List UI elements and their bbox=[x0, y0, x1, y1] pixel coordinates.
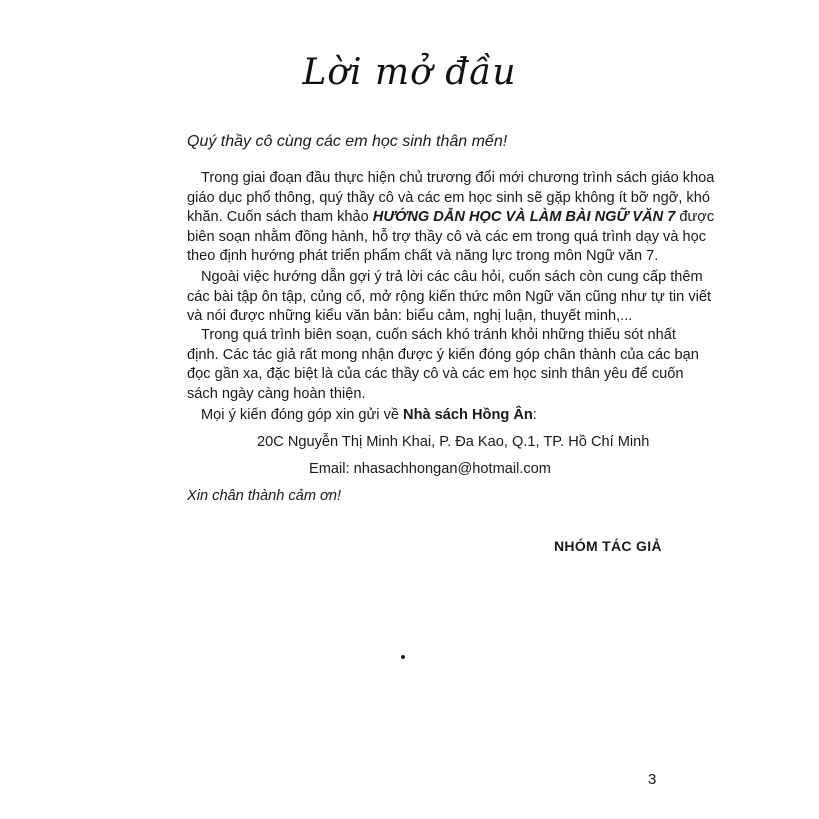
paragraph-2 bbox=[187, 268, 712, 327]
text-span: được bbox=[675, 209, 715, 226]
text-line: Trong quá trình biên soạn, cuốn sách khó tránh khỏi những thiếu sót nhất bbox=[201, 327, 676, 343]
address: 20C Nguyễn Thị Minh Khai, P. Đa Kao, Q.1, TP. Hồ Chí Minh bbox=[257, 434, 650, 450]
text-line: định. Các tác giả rất mong nhận được ý kiến đóng góp chân thành của các bạn bbox=[187, 346, 699, 363]
contact-intro: Mọi ý kiến đóng góp xin gửi về bbox=[201, 407, 404, 423]
page-title: Lời mở đầu bbox=[302, 52, 517, 93]
closing-text: Xin chân thành cảm ơn! bbox=[187, 488, 342, 504]
text-line: giáo dục phổ thông, quý thầy cô và các em học sinh sẽ gặp không ít bỡ ngỡ, khó bbox=[187, 189, 710, 206]
text-line: đọc gần xa, đặc biệt là của các thầy cô và các em học sinh thân yêu để cuốn bbox=[187, 366, 684, 383]
ink-dot bbox=[401, 655, 405, 659]
contact-colon: : bbox=[532, 407, 537, 423]
text-span: khăn. Cuốn sách tham khảo bbox=[187, 209, 373, 226]
text-line: và nói được những kiểu văn bản: biểu cảm, nghị luận, thuyết minh,... bbox=[187, 308, 633, 325]
publisher-name: Nhà sách Hồng Ân bbox=[403, 407, 533, 423]
book-title: HƯỚNG DẪN HỌC VÀ LÀM BÀI NGỮ VĂN 7 bbox=[372, 209, 676, 226]
text-line: các bài tập ôn tập, củng cố, mở rộng kiến thức môn Ngữ văn cũng như tự tin viết bbox=[187, 288, 712, 305]
page-number: 3 bbox=[648, 771, 657, 788]
email: Email: nhasachhongan@hotmail.com bbox=[309, 461, 551, 477]
text-line bbox=[187, 208, 715, 228]
text-line: Ngoài việc hướng dẫn gợi ý trả lời các câu hỏi, cuốn sách còn cung cấp thêm bbox=[201, 269, 703, 285]
text-line: biên soạn nhằm đồng hành, hỗ trợ thầy cô và các em trong quá trình dạy và học bbox=[187, 228, 707, 245]
contact-line bbox=[187, 406, 641, 426]
text-line: theo định hướng phát triển phẩm chất và năng lực trong môn Ngữ văn 7. bbox=[187, 248, 659, 265]
signature: NHÓM TÁC GIẢ bbox=[554, 538, 662, 554]
text-line: Trong giai đoạn đầu thực hiện chủ trương đổi mới chương trình sách giáo khoa bbox=[201, 170, 715, 186]
paragraph-1 bbox=[187, 169, 715, 267]
text-line: sách ngày càng hoàn thiện. bbox=[187, 385, 366, 402]
paragraph-3 bbox=[187, 326, 699, 404]
greeting: Quý thầy cô cùng các em học sinh thân mến! bbox=[187, 133, 508, 150]
